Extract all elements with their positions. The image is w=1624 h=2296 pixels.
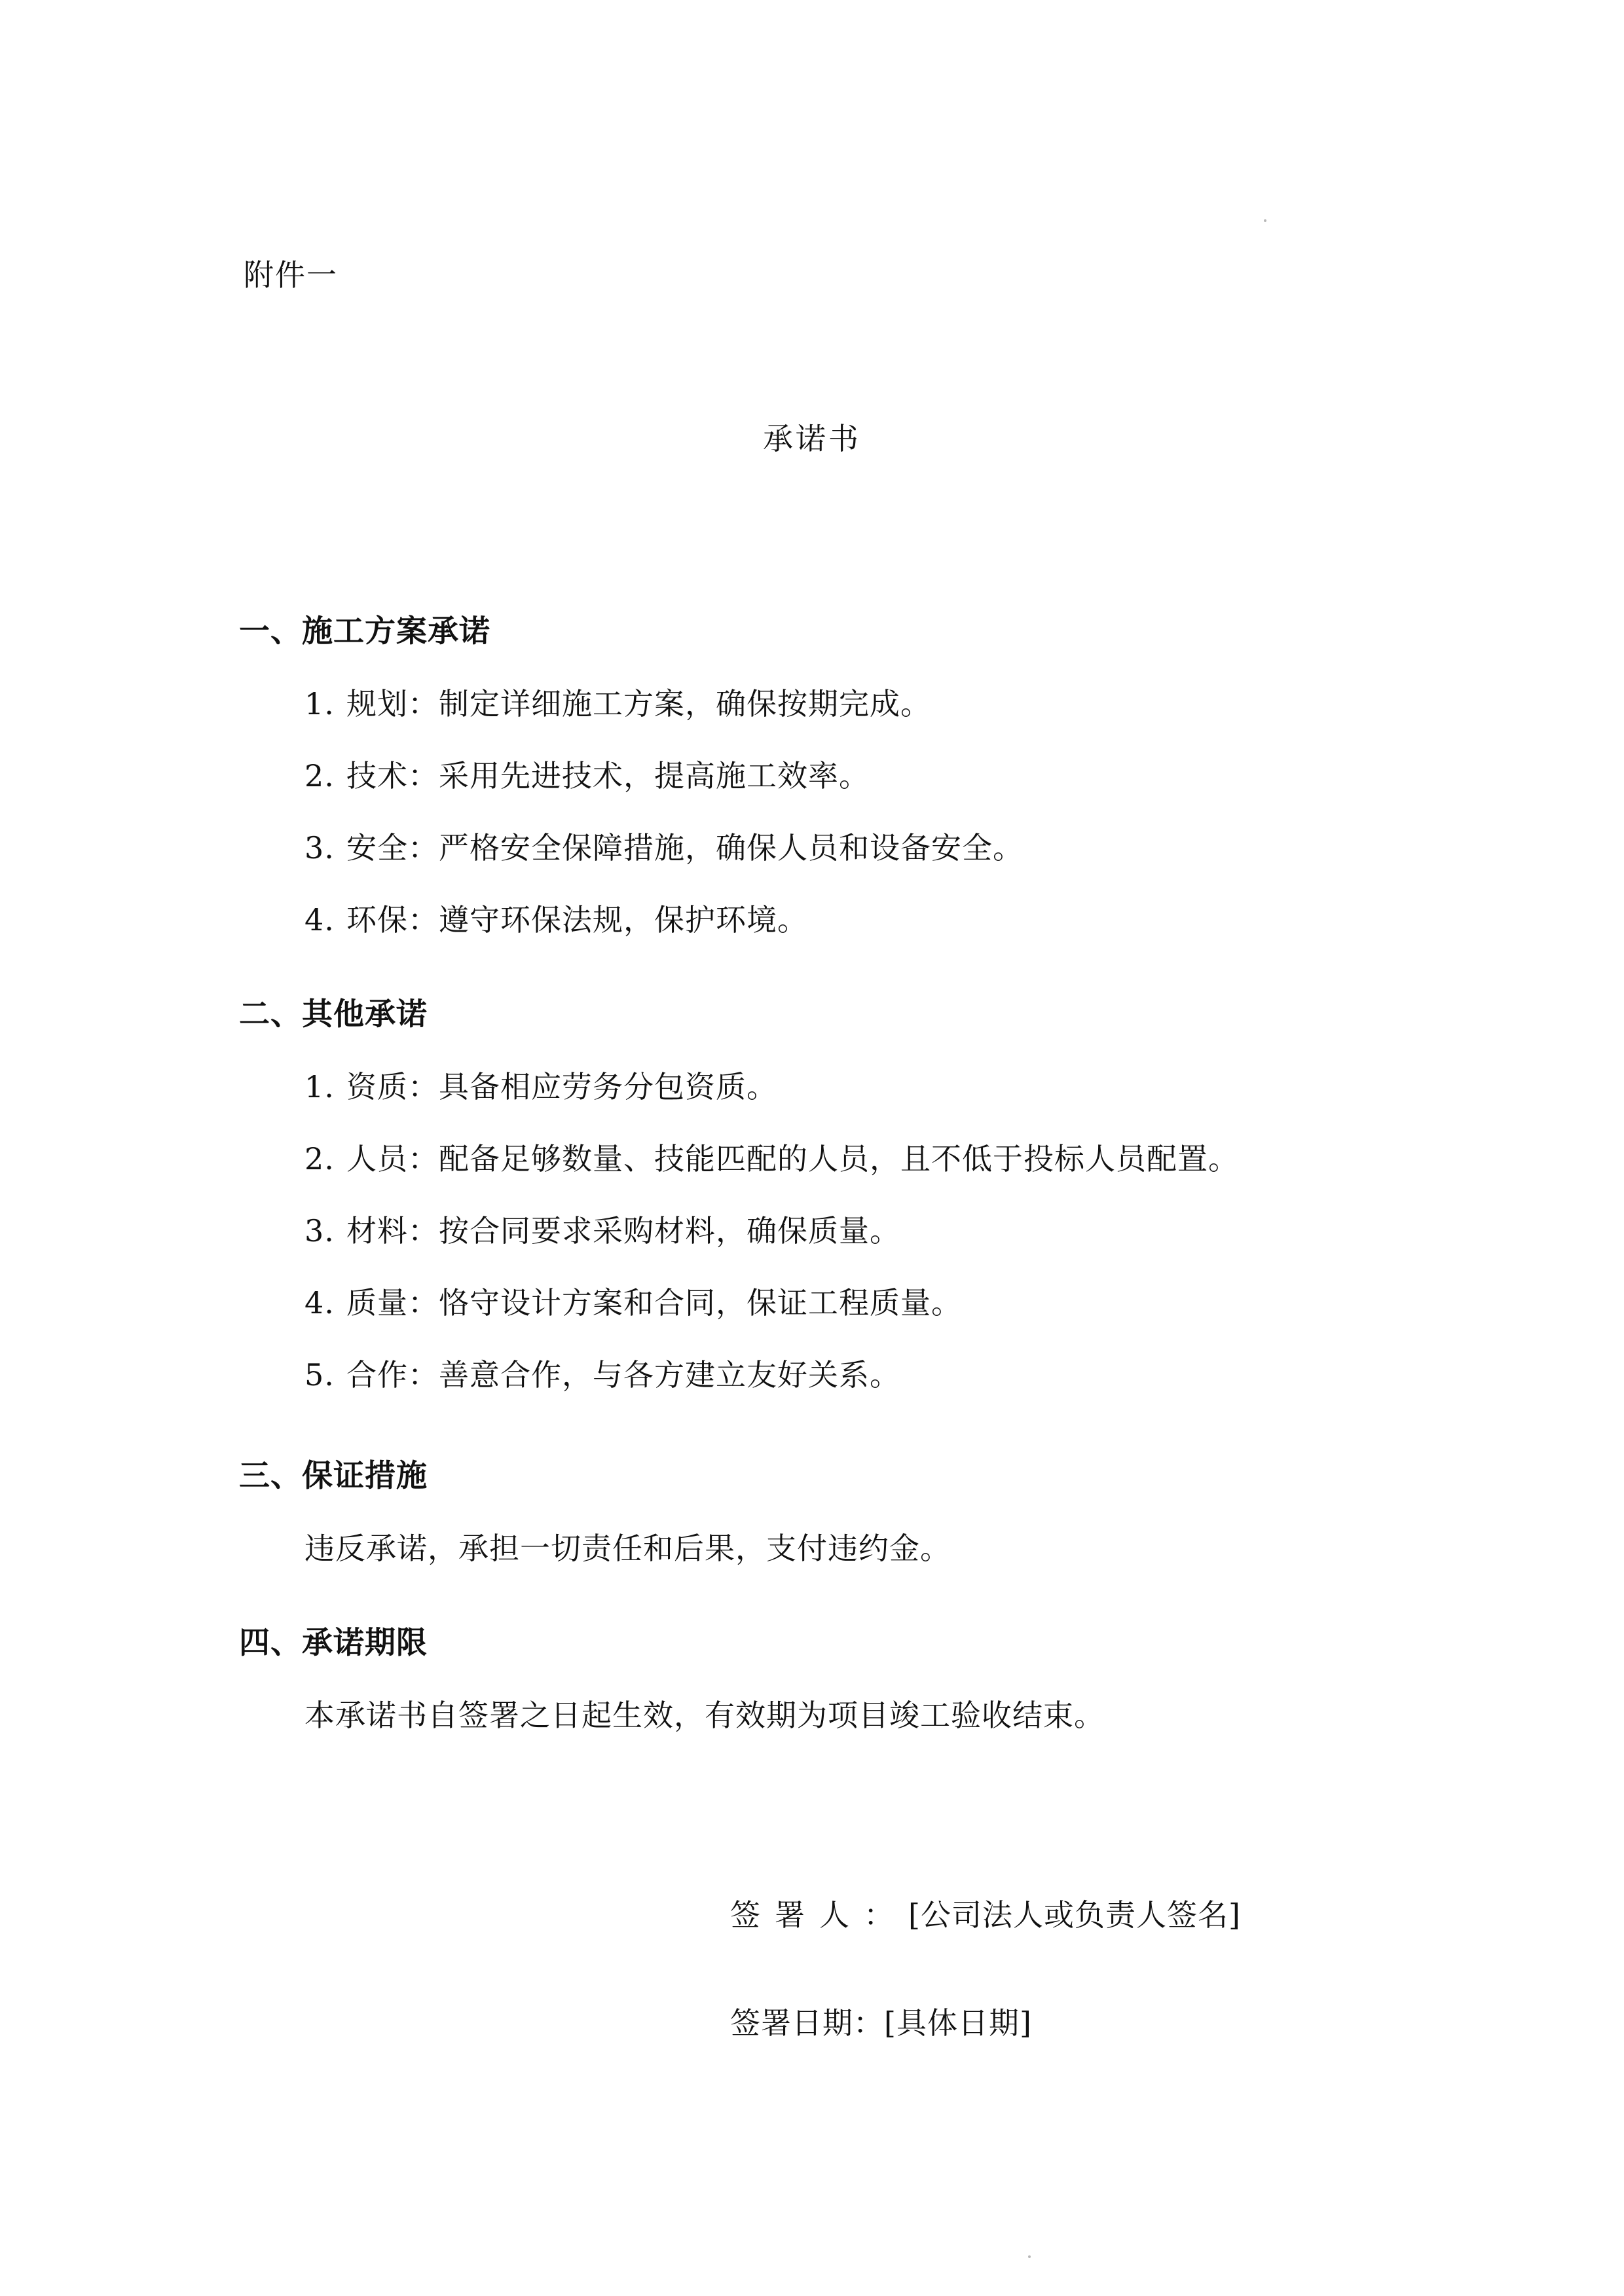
- sign-date-row: [730, 2003, 1516, 2043]
- section-heading: 四、承诺期限: [239, 1625, 428, 1661]
- item-number: 1.: [304, 686, 335, 721]
- list-item: [304, 684, 1483, 723]
- item-list: [239, 684, 1483, 939]
- section-guarantee-measures: [239, 1457, 1483, 1568]
- scan-speck: [1028, 2255, 1031, 2258]
- section-construction-plan: [239, 612, 1483, 939]
- item-text: 环保：遵守环保法规，保护环境。: [346, 902, 808, 938]
- scan-speck: [1264, 219, 1266, 222]
- section-other-commitments: [239, 995, 1483, 1394]
- item-number: 3.: [304, 830, 335, 866]
- section-heading: 一、施工方案承诺: [239, 613, 490, 649]
- item-number: 4.: [304, 902, 335, 938]
- signer-row: [730, 1895, 1516, 1935]
- section-body: 违反承诺，承担一切责任和后果，支付违约金。: [304, 1531, 951, 1566]
- list-item: [304, 1067, 1483, 1106]
- item-text: 合作：善意合作，与各方建立友好关系。: [346, 1357, 900, 1393]
- item-text: 人员：配备足够数量、技能匹配的人员，且不低于投标人员配置。: [346, 1141, 1239, 1176]
- list-item: [304, 756, 1483, 795]
- item-text: 安全：严格安全保障措施，确保人员和设备安全。: [346, 830, 1024, 866]
- item-number: 5.: [304, 1357, 335, 1393]
- list-item: [304, 828, 1483, 867]
- list-item: [304, 1139, 1483, 1178]
- section-heading: 三、保证措施: [239, 1458, 428, 1494]
- list-item: [304, 1355, 1483, 1394]
- document-title: 承诺书: [763, 421, 861, 456]
- item-text: 资质：具备相应劳务分包资质。: [346, 1069, 777, 1104]
- item-text: 质量：恪守设计方案和合同，保证工程质量。: [346, 1285, 962, 1321]
- signature-block: [730, 1895, 1516, 2111]
- attachment-label: 附件一: [244, 257, 338, 293]
- item-list: [239, 1067, 1483, 1394]
- item-number: 2.: [304, 758, 335, 793]
- item-number: 2.: [304, 1141, 335, 1176]
- signer-label: 签署人：: [730, 1897, 908, 1933]
- item-number: 1.: [304, 1069, 335, 1104]
- signer-value: [公司法人或负责人签名]: [908, 1897, 1241, 1933]
- section-heading: 二、其他承诺: [239, 996, 428, 1032]
- list-item: [304, 900, 1483, 939]
- section-body: 本承诺书自签署之日起生效，有效期为项目竣工验收结束。: [304, 1698, 1105, 1733]
- sign-date-value: [具体日期]: [884, 2005, 1032, 2041]
- item-text: 规划：制定详细施工方案，确保按期完成。: [346, 686, 931, 721]
- item-number: 4.: [304, 1285, 335, 1321]
- item-number: 3.: [304, 1213, 335, 1248]
- item-text: 材料：按合同要求采购材料，确保质量。: [346, 1213, 900, 1248]
- item-text: 技术：采用先进技术，提高施工效率。: [346, 758, 870, 793]
- sign-date-label: 签署日期：: [730, 2005, 884, 2041]
- list-item: [304, 1211, 1483, 1250]
- section-commitment-period: [239, 1624, 1483, 1735]
- list-item: [304, 1283, 1483, 1322]
